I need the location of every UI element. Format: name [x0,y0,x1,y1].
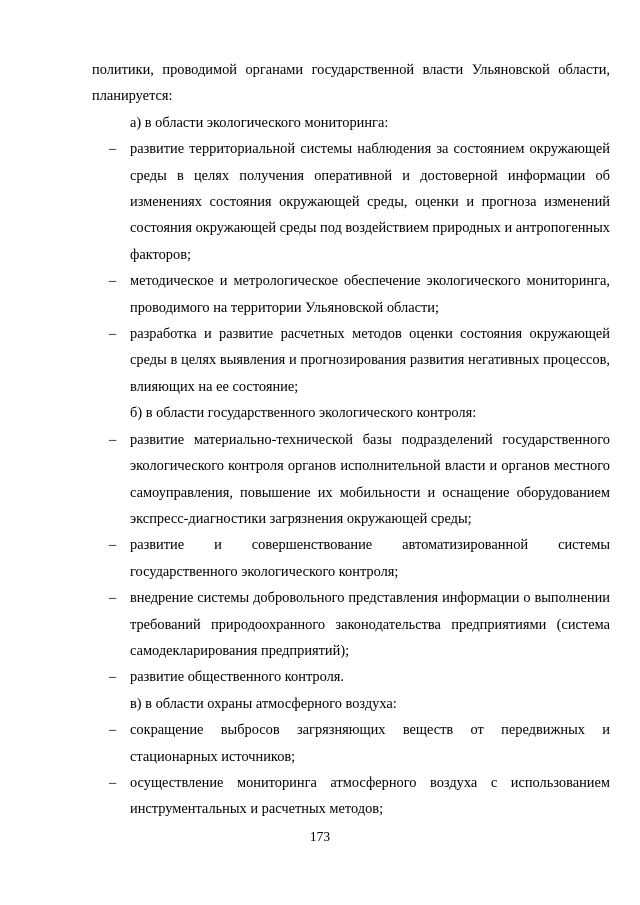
list-item-text: развитие материально-технической базы подразделений государственного экологического контроля органов исполнительной власти и органов местного самоуправления, повышение их мобильности и оснащение оборудованием экспресс-диагностики загрязнения окружающей среды; [130,431,610,527]
list-item-text: методическое и метрологическое обеспечение экологического мониторинга, проводимого на территории Ульяновской области; [130,273,610,316]
bullet-dash: – [109,590,117,607]
bullet-dash: – [109,722,117,739]
list-item [92,585,610,664]
bullet-dash: – [109,431,117,448]
page-content [92,57,610,823]
list-item-text: внедрение системы добровольного представления информации о выполнении требований природоохранного законодательства предприятиями (система самодекларирования предприятий); [130,590,610,659]
page-number: 173 [309,829,331,844]
list-item-text: развитие общественного контроля. [130,669,345,686]
section-heading-a: а) в области экологического мониторинга: [130,114,389,131]
list-item [92,136,610,268]
list-item-text: развитие и совершенствование автоматизированной системы государственного экологического контроля; [130,537,610,580]
list-item-text: сокращение выбросов загрязняющих веществ от передвижных и стационарных источников; [130,722,610,765]
list-item [92,770,610,823]
intro-paragraph: политики, проводимой органами государственной власти Ульяновской области, планируется: [92,62,610,105]
bullet-dash: – [109,326,117,343]
section-heading-b: б) в области государственного экологического контроля: [130,405,477,422]
bullet-dash: – [109,669,117,686]
bullet-dash: – [109,273,117,290]
list-item-text: разработка и развитие расчетных методов оценки состояния окружающей среды в целях выявления и прогнозирования развития негативных процессов, влияющих на ее состояние; [130,326,610,395]
list-item [92,532,610,585]
list-item [92,427,610,533]
bullet-dash: – [109,141,117,158]
list-item-text: развитие территориальной системы наблюдения за состоянием окружающей среды в целях получения оперативной и достоверной информации об изменениях состояния окружающей среды, оценки и прогноза изменений состояния окружающей среды под воздействием природных и антропогенных факторов; [130,141,610,263]
list-item [92,321,610,400]
bullet-dash: – [109,774,117,791]
section-heading-c: в) в области охраны атмосферного воздуха: [130,695,397,712]
list-item [92,664,610,690]
list-item [92,717,610,770]
list-item [92,268,610,321]
bullet-dash: – [109,537,117,554]
list-item-text: осуществление мониторинга атмосферного воздуха с использованием инструментальных и расчетных методов; [130,774,610,818]
